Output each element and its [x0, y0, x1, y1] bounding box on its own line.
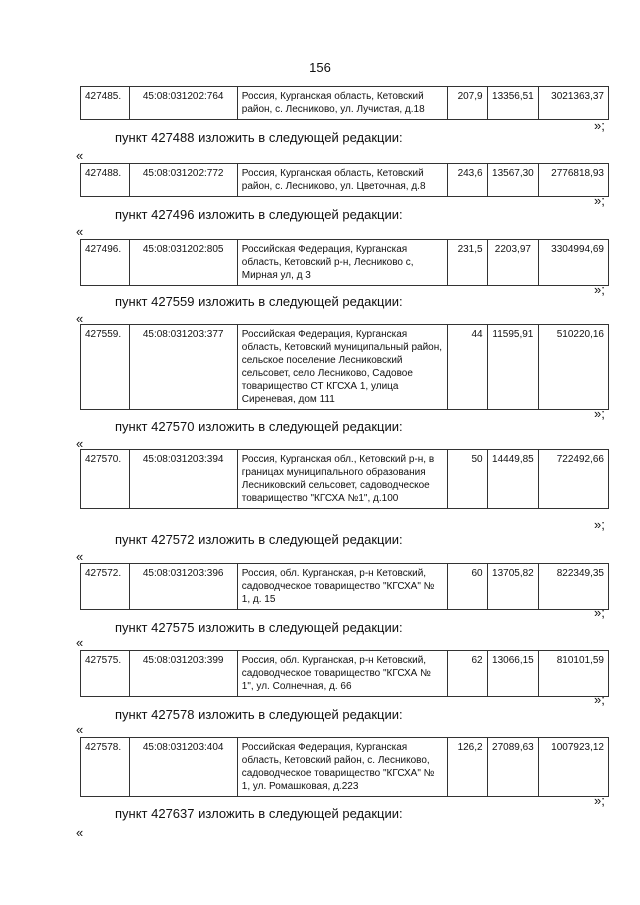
closing-quote: »; — [594, 793, 605, 808]
opening-quote: « — [76, 722, 84, 737]
amendment-instruction: пункт 427575 изложить в следующей редакции: — [115, 620, 403, 635]
closing-quote: »; — [594, 605, 605, 620]
rate-cell: 2203,97 — [487, 240, 539, 286]
address-cell: Российская Федерация, Курганская область, Кетовский муниципальный район, сельское поселение Лесниковский сельсовет, село Лесниково, Садовое товарищество СТ КГСХА 1, улица Сиреневая, дом 111 — [237, 325, 447, 410]
record-table — [80, 563, 609, 610]
value-cell: 822349,35 — [539, 564, 609, 610]
amendment-instruction: пункт 427572 изложить в следующей редакции: — [115, 532, 403, 547]
amendment-instruction: пункт 427578 изложить в следующей редакции: — [115, 707, 403, 722]
cadastral-number-cell: 45:08:031203:399 — [129, 651, 237, 697]
closing-quote: »; — [594, 118, 605, 133]
cadastral-number-cell: 45:08:031203:396 — [129, 564, 237, 610]
address-cell: Россия, обл. Курганская, р-н Кетовский, садоводческое товарищество "КГСХА № 1", ул. Солнечная, д. 66 — [237, 651, 447, 697]
item-number-cell: 427572. — [81, 564, 130, 610]
value-cell: 2776818,93 — [539, 164, 609, 197]
area-cell: 207,9 — [448, 87, 487, 120]
value-cell: 3304994,69 — [539, 240, 609, 286]
record-table — [80, 650, 609, 697]
rate-cell: 13705,82 — [487, 564, 539, 610]
value-cell: 510220,16 — [539, 325, 609, 410]
item-number-cell: 427488. — [81, 164, 130, 197]
item-number-cell: 427496. — [81, 240, 130, 286]
table-row — [81, 738, 609, 797]
opening-quote: « — [76, 311, 84, 326]
amendment-instruction: пункт 427559 изложить в следующей редакции: — [115, 294, 403, 309]
item-number-cell: 427485. — [81, 87, 130, 120]
cadastral-number-cell: 45:08:031202:805 — [129, 240, 237, 286]
table-row — [81, 164, 609, 197]
item-number-cell: 427570. — [81, 450, 130, 509]
item-number-cell: 427578. — [81, 738, 130, 797]
table-row — [81, 651, 609, 697]
area-cell: 62 — [448, 651, 487, 697]
area-cell: 126,2 — [448, 738, 487, 797]
area-cell: 60 — [448, 564, 487, 610]
opening-quote: « — [76, 224, 84, 239]
address-cell: Россия, обл. Курганская, р-н Кетовский, садоводческое товарищество "КГСХА" № 1, д. 15 — [237, 564, 447, 610]
rate-cell: 13356,51 — [487, 87, 539, 120]
table-row — [81, 564, 609, 610]
rate-cell: 13066,15 — [487, 651, 539, 697]
address-cell: Россия, Курганская область, Кетовский район, с. Лесниково, ул. Лучистая, д.18 — [237, 87, 447, 120]
closing-quote: »; — [594, 517, 605, 532]
record-table — [80, 86, 609, 120]
opening-quote: « — [76, 549, 84, 564]
table-row — [81, 87, 609, 120]
page-number: 156 — [309, 60, 331, 75]
address-cell: Российская Федерация, Курганская область, Кетовский р-н, Лесниково с, Мирная ул, д 3 — [237, 240, 447, 286]
rate-cell: 14449,85 — [487, 450, 539, 509]
amendment-instruction: пункт 427570 изложить в следующей редакции: — [115, 419, 403, 434]
opening-quote: « — [76, 148, 84, 163]
cadastral-number-cell: 45:08:031202:764 — [129, 87, 237, 120]
item-number-cell: 427575. — [81, 651, 130, 697]
address-cell: Российская Федерация, Курганская область, Кетовский район, с. Лесниково, садоводческое товарищество "КГСХА" № 1, ул. Ромашковая, д.223 — [237, 738, 447, 797]
amendment-instruction: пункт 427488 изложить в следующей редакции: — [115, 130, 403, 145]
rate-cell: 13567,30 — [487, 164, 539, 197]
address-cell: Россия, Курганская обл., Кетовский р-н, в границах муниципального образования Лесниковский сельсовет, садоводческое товарищество "КГСХА №1", д.100 — [237, 450, 447, 509]
amendment-instruction: пункт 427637 изложить в следующей редакции: — [115, 806, 403, 821]
closing-quote: »; — [594, 193, 605, 208]
item-number-cell: 427559. — [81, 325, 130, 410]
rate-cell: 11595,91 — [487, 325, 539, 410]
record-table — [80, 324, 609, 410]
value-cell: 810101,59 — [539, 651, 609, 697]
area-cell: 243,6 — [448, 164, 487, 197]
area-cell: 44 — [448, 325, 487, 410]
cadastral-number-cell: 45:08:031202:772 — [129, 164, 237, 197]
value-cell: 722492,66 — [539, 450, 609, 509]
record-table — [80, 737, 609, 797]
opening-quote: « — [76, 635, 84, 650]
address-cell: Россия, Курганская область, Кетовский район, с. Лесниково, ул. Цветочная, д.8 — [237, 164, 447, 197]
closing-quote: »; — [594, 692, 605, 707]
record-table — [80, 163, 609, 197]
closing-quote: »; — [594, 406, 605, 421]
area-cell: 231,5 — [448, 240, 487, 286]
cadastral-number-cell: 45:08:031203:394 — [129, 450, 237, 509]
area-cell: 50 — [448, 450, 487, 509]
cadastral-number-cell: 45:08:031203:404 — [129, 738, 237, 797]
value-cell: 3021363,37 — [539, 87, 609, 120]
opening-quote: « — [76, 436, 84, 451]
value-cell: 1007923,12 — [539, 738, 609, 797]
opening-quote: « — [76, 825, 84, 840]
closing-quote: »; — [594, 282, 605, 297]
table-row — [81, 450, 609, 509]
amendment-instruction: пункт 427496 изложить в следующей редакции: — [115, 207, 403, 222]
record-table — [80, 449, 609, 509]
rate-cell: 27089,63 — [487, 738, 539, 797]
table-row — [81, 240, 609, 286]
record-table — [80, 239, 609, 286]
table-row — [81, 325, 609, 410]
cadastral-number-cell: 45:08:031203:377 — [129, 325, 237, 410]
